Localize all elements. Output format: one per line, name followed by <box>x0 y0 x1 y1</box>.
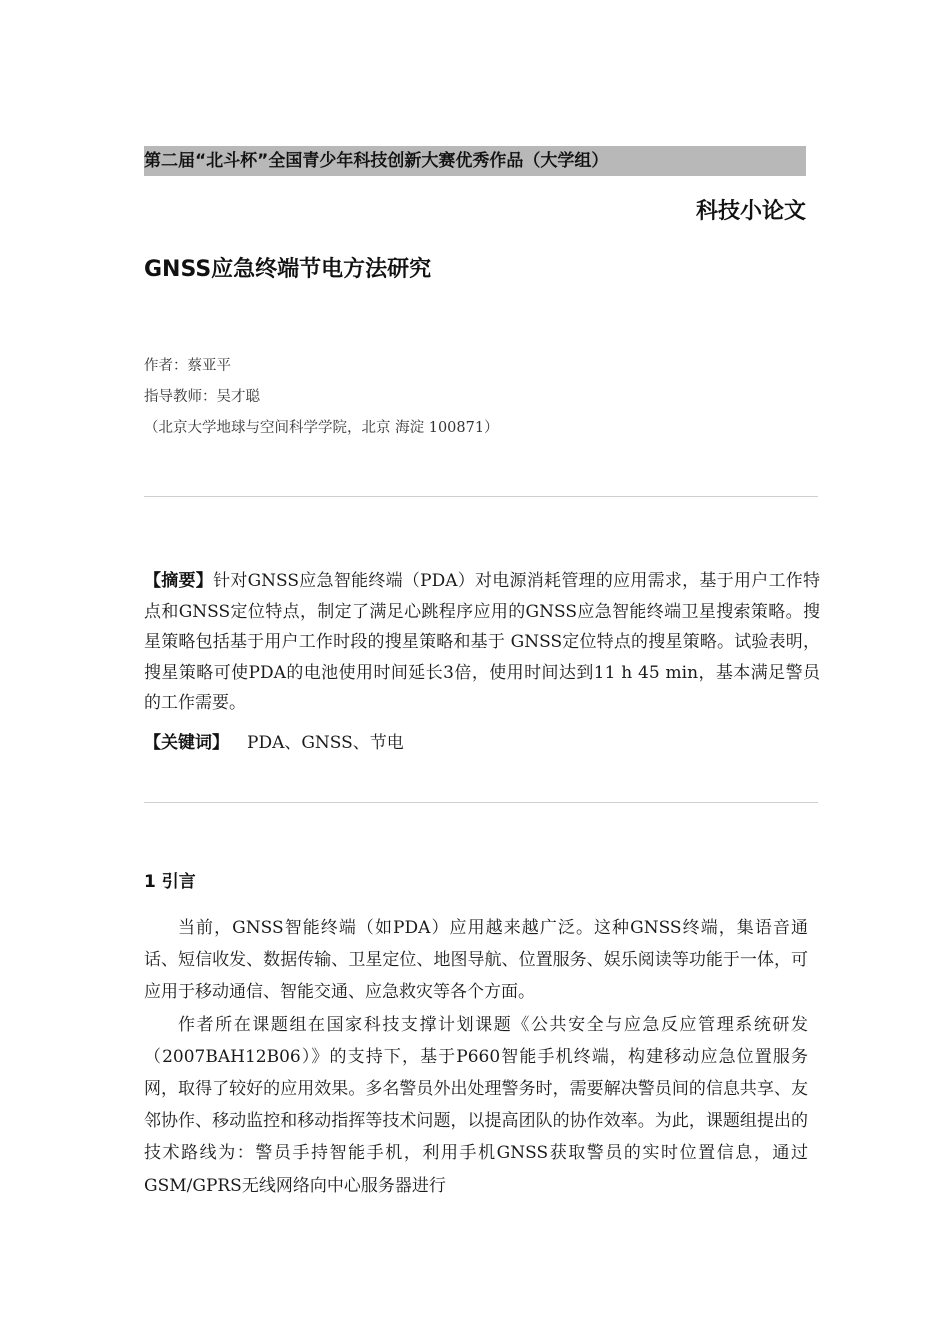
paper-category: 科技小论文 <box>695 198 806 224</box>
keywords-block <box>144 729 404 757</box>
competition-banner-text: 第二届“北斗杯”全国青少年科技创新大赛优秀作品（大学组） <box>144 151 609 171</box>
abstract-label: 【摘要】 <box>144 571 214 591</box>
paper-title: GNSS应急终端节电方法研究 <box>144 257 432 282</box>
abstract-block <box>144 566 820 719</box>
advisor-line: 指导教师：吴才聪 <box>144 389 260 405</box>
abstract-text: 针对GNSS应急智能终端（PDA）对电源消耗管理的应用需求，基于用户工作特点和GNSS定位特点，制定了满足心跳程序应用的GNSS应急智能终端卫星搜索策略。搜星策略包括基于用户工作时段的搜星策略和基于 GNSS定位特点的搜星策略。试验表明，搜星策略可使PDA的电池使用时间延长3倍，使用时间达到11 h 45 min，基本满足警员的工作需要。 <box>144 571 821 713</box>
body-paragraph: 当前，GNSS智能终端（如PDA）应用越来越广泛。这种GNSS终端，集语音通话、短信收发、数据传输、卫星定位、地图导航、位置服务、娱乐阅读等功能于一体，可应用于移动通信、智能交通、应急救灾等各个方面。 <box>144 918 808 1003</box>
keywords-label: 【关键词】 <box>144 733 229 753</box>
author-line: 作者：蔡亚平 <box>144 358 231 374</box>
section-body-introduction <box>144 912 808 1202</box>
keywords-text: PDA、GNSS、节电 <box>247 733 404 753</box>
divider-top <box>144 496 818 497</box>
body-paragraph: 作者所在课题组在国家科技支撑计划课题《公共安全与应急反应管理系统研发（2007BAH12B06）》的支持下，基于P660智能手机终端，构建移动应急位置服务网，取得了较好的应用效果。多名警员外出处理警务时，需要解决警员间的信息共享、友邻协作、移动监控和移动指挥等技术问题，以提高团队的协作效率。为此，课题组提出的技术路线为：警员手持智能手机，利用手机GNSS获取警员的实时位置信息，通过GSM/GPRS无线网络向中心服务器进行 <box>144 1014 808 1196</box>
affiliation-line: （北京大学地球与空间科学学院，北京 海淀 100871） <box>144 420 499 436</box>
section-heading-introduction: 1 引言 <box>144 872 196 892</box>
competition-banner <box>144 146 806 176</box>
divider-bottom <box>144 802 818 803</box>
